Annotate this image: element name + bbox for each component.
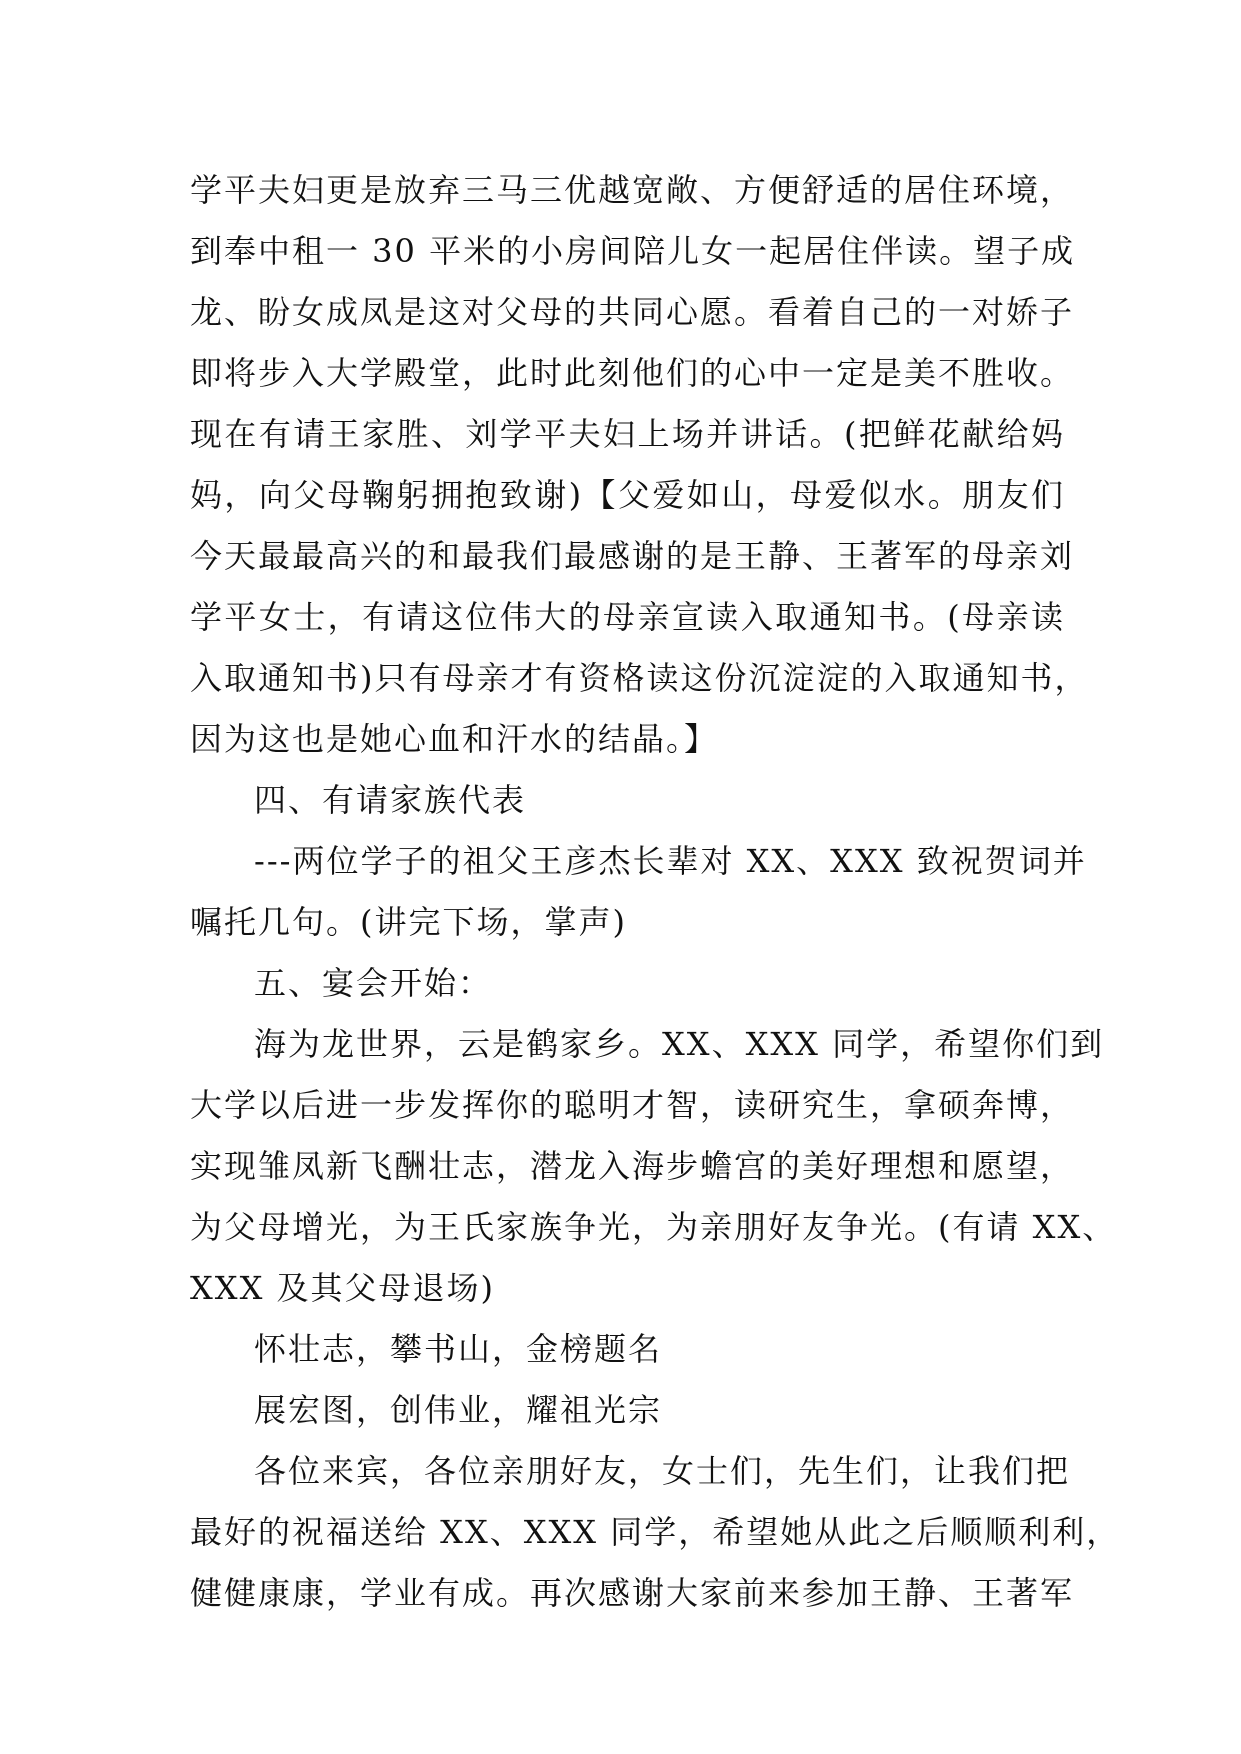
section-heading: 五、宴会开始： bbox=[254, 964, 493, 1002]
text-line: ---两位学子的祖父王彦杰长辈对 XX、XXX 致祝贺词并 bbox=[254, 842, 1087, 880]
text-line: 最好的祝福送给 XX、XXX 同学，希望她从此之后顺顺利利， bbox=[190, 1513, 1121, 1551]
text-line: 现在有请王家胜、刘学平夫妇上场并讲话。(把鲜花献给妈 bbox=[190, 415, 1065, 453]
text-line: 学平女士，有请这位伟大的母亲宣读入取通知书。(母亲读 bbox=[190, 598, 1065, 636]
text-line: 今天最最高兴的和最我们最感谢的是王静、王著军的母亲刘 bbox=[190, 537, 1075, 575]
text-line: 学平夫妇更是放弃三马三优越宽敞、方便舒适的居住环境， bbox=[190, 171, 1075, 209]
text-line: 健健康康，学业有成。再次感谢大家前来参加王静、王著军 bbox=[190, 1574, 1075, 1612]
text-line: 到奉中租一 30 平米的小房间陪儿女一起居住伴读。望子成 bbox=[190, 232, 1076, 270]
text-line: 大学以后进一步发挥你的聪明才智，读研究生，拿硕奔博， bbox=[190, 1086, 1075, 1124]
text-line: 嘱托几句。(讲完下场，掌声) bbox=[190, 903, 627, 941]
text-line: 实现雏凤新飞酬壮志，潜龙入海步蟾宫的美好理想和愿望， bbox=[190, 1147, 1075, 1185]
document-body bbox=[190, 160, 1121, 1624]
text-line: 妈，向父母鞠躬拥抱致谢)【父爱如山，母爱似水。朋友们 bbox=[190, 476, 1065, 514]
couplet-line: 怀壮志，攀书山，金榜题名 bbox=[254, 1330, 663, 1368]
text-line: 海为龙世界，云是鹤家乡。XX、XXX 同学，希望你们到 bbox=[254, 1025, 1105, 1063]
text-line: 各位来宾，各位亲朋好友，女士们，先生们，让我们把 bbox=[254, 1452, 1071, 1490]
text-line: 即将步入大学殿堂，此时此刻他们的心中一定是美不胜收。 bbox=[190, 354, 1075, 392]
text-line: 因为这也是她心血和汗水的结晶。】 bbox=[190, 720, 719, 758]
text-line: 龙、盼女成凤是这对父母的共同心愿。看着自己的一对娇子 bbox=[190, 293, 1075, 331]
text-line: 为父母增光，为王氏家族争光，为亲朋好友争光。(有请 XX、 bbox=[190, 1208, 1117, 1246]
couplet-line: 展宏图，创伟业，耀祖光宗 bbox=[254, 1391, 663, 1429]
text-line: XXX 及其父母退场) bbox=[190, 1269, 496, 1307]
text-line: 入取通知书)只有母亲才有资格读这份沉淀淀的入取通知书， bbox=[190, 659, 1089, 697]
section-heading: 四、有请家族代表 bbox=[254, 781, 527, 819]
